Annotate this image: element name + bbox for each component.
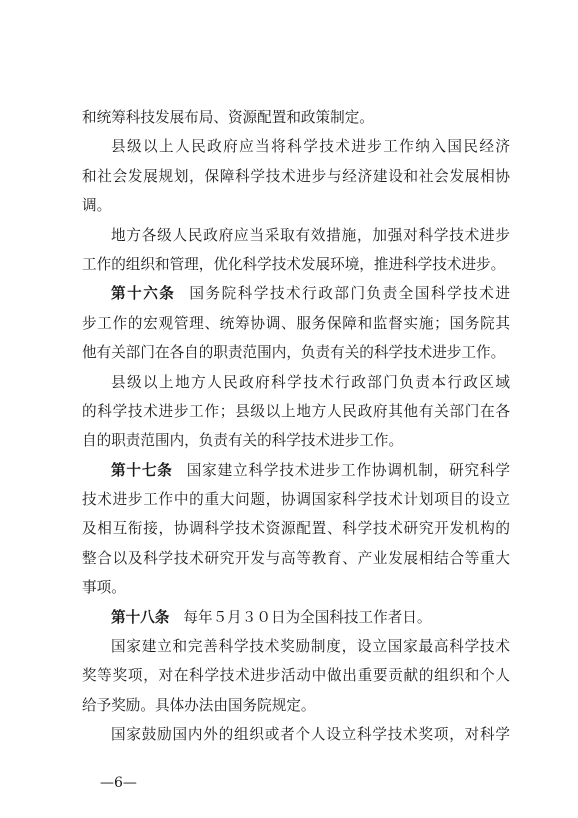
article-17 [82, 456, 510, 603]
text-line: 技术进步工作中的重大问题，协调国家科学技术计划项目的设立 [82, 491, 510, 509]
paragraph [82, 632, 510, 720]
text-line [82, 603, 510, 632]
paragraph [82, 720, 510, 749]
article-heading: 第十六条 [111, 285, 176, 303]
text-line: 县级以上地方人民政府科学技术行政部门负责本行政区域 [111, 373, 510, 391]
document-body [82, 103, 510, 750]
text-line: 国家鼓励国内外的组织或者个人设立科学技术奖项，对科学 [111, 726, 510, 744]
text-line: 和社会发展规划，保障科学技术进步与经济建设和社会发展相协 [82, 167, 510, 185]
article-text: 国家建立科学技术进步工作协调机制，研究科学 [186, 461, 510, 479]
text-line: 事项。 [82, 579, 126, 597]
article-text: 国务院科学技术行政部门负责全国科学技术进 [189, 285, 510, 303]
text-line: 给予奖励。具体办法由国务院规定。 [82, 696, 316, 714]
text-line: 自的职责范围内，负责有关的科学技术进步工作。 [82, 432, 404, 450]
article-18 [82, 603, 510, 632]
text-line: 调。 [82, 197, 112, 215]
text-line: 地方各级人民政府应当采取有效措施，加强对科学技术进步 [111, 226, 510, 244]
article-heading: 第十七条 [111, 461, 173, 479]
text-line: 他有关部门在各自的职责范围内，负责有关的科学技术进步工作。 [82, 344, 506, 362]
article-heading: 第十八条 [111, 608, 170, 626]
text-line: 的科学技术进步工作；县级以上地方人民政府其他有关部门在各 [82, 402, 510, 420]
paragraph [82, 103, 510, 132]
text-line: 及相互衔接，协调科学技术资源配置、科学技术研究开发机构的 [82, 520, 510, 538]
text-line [82, 456, 510, 485]
paragraph [82, 221, 510, 280]
text-line: 步工作的宏观管理、统筹协调、服务保障和监督实施；国务院其 [82, 314, 510, 332]
text-line: 奖等奖项，对在科学技术进步活动中做出重要贡献的组织和个人 [82, 667, 510, 685]
article-text: 每年５月３０日为全国科技工作者日。 [183, 608, 432, 626]
page-number: —6— [100, 775, 137, 791]
text-line: 工作的组织和管理，优化科学技术发展环境，推进科学技术进步。 [82, 255, 506, 273]
article-16 [82, 279, 510, 367]
paragraph [82, 132, 510, 220]
text-line: 县级以上人民政府应当将科学技术进步工作纳入国民经济 [111, 138, 510, 156]
paragraph [82, 368, 510, 456]
text-line [82, 279, 510, 308]
text-line: 国家建立和完善科学技术奖励制度，设立国家最高科学技术 [111, 638, 510, 656]
text-line: 和统筹科技发展布局、资源配置和政策制定。 [82, 109, 374, 126]
text-line: 整合以及科学技术研究开发与高等教育、产业发展相结合等重大 [82, 549, 510, 567]
